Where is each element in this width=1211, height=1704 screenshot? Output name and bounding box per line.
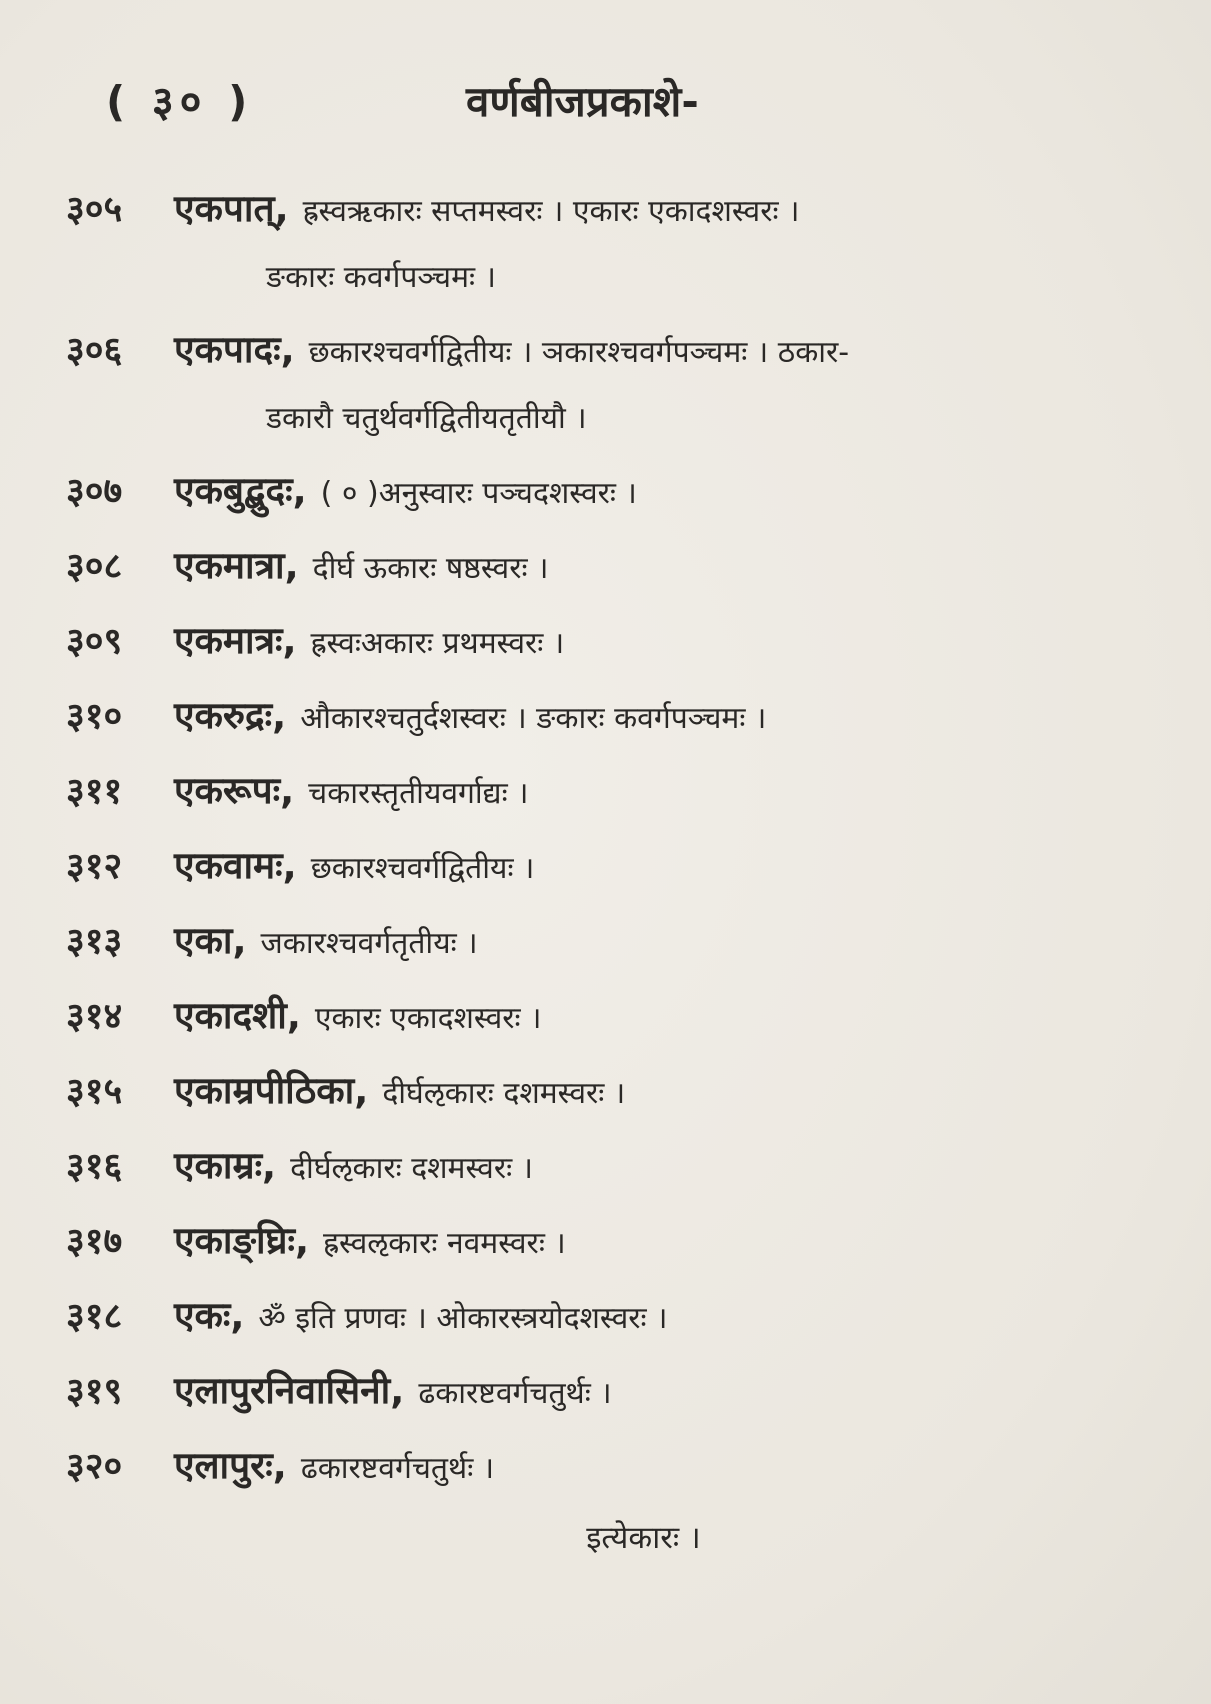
entry-number: ३०७	[66, 471, 123, 512]
page-header	[66, 62, 1151, 142]
running-title: वर्णबीजप्रकाशे-	[466, 77, 699, 126]
entry-definition: ह्रस्वऌकारः नवमस्वरः ।	[323, 1226, 566, 1261]
page-number: ( ३० )	[106, 77, 254, 126]
dictionary-entry	[66, 1066, 1151, 1119]
entry-definition: छकारश्चवर्गद्वितीयः ।	[310, 851, 535, 886]
entry-number: ३१३	[66, 921, 123, 962]
dictionary-entry	[66, 1441, 1151, 1494]
entry-definition: ढकारष्टवर्गचतुर्थः ।	[418, 1376, 612, 1411]
entry-headword: एकादशी,	[174, 994, 301, 1037]
entry-headword: एलापुरः,	[174, 1444, 287, 1487]
entry-number: ३०६	[66, 330, 123, 371]
entry-number: ३१७	[66, 1221, 123, 1262]
entry-definition: औकारश्चतुर्दशस्वरः । ङकारः कवर्गपञ्चमः ।	[300, 701, 767, 736]
dictionary-entry	[66, 691, 1151, 744]
entry-number: ३२०	[66, 1446, 123, 1487]
entry-number: ३०५	[66, 189, 123, 230]
entry-headword: एकपात्,	[174, 187, 289, 230]
entry-definition: दीर्घ ऊकारः षष्ठस्वरः ।	[312, 551, 549, 586]
entry-number: ३११	[66, 771, 123, 812]
dictionary-entry	[66, 184, 1151, 303]
entry-headword: एकरुद्रः,	[174, 694, 287, 737]
dictionary-entry	[66, 1141, 1151, 1194]
dictionary-entries	[66, 184, 1151, 1494]
entry-definition-continued: डकारौ चतुर्थवर्गद्वितीयतृतीयौ ।	[266, 401, 587, 436]
dictionary-entry	[66, 916, 1151, 969]
dictionary-entry	[66, 466, 1151, 519]
entry-headword: एकबुद्बुदः,	[174, 469, 307, 512]
entry-number: ३१५	[66, 1071, 123, 1112]
entry-headword: एका,	[174, 919, 247, 962]
entry-definition-continued: ङकारः कवर्गपञ्चमः ।	[266, 260, 497, 295]
entry-headword: एकाङ्घ्रिः,	[174, 1219, 310, 1262]
section-colophon: इत्येकारः ।	[586, 1520, 701, 1556]
entry-headword: एकरूपः,	[174, 769, 295, 812]
dictionary-entry	[66, 1216, 1151, 1269]
entry-number: ३०९	[66, 621, 123, 662]
entry-headword: एलापुरनिवासिनी,	[174, 1369, 405, 1412]
dictionary-entry	[66, 766, 1151, 819]
entry-headword: एकाम्रः,	[174, 1144, 277, 1187]
entry-definition: दीर्घऌकारः दशमस्वरः ।	[382, 1076, 626, 1111]
entry-number: ३१६	[66, 1146, 123, 1187]
dictionary-entry	[66, 325, 1151, 444]
entry-definition: चकारस्तृतीयवर्गाद्यः ।	[308, 776, 529, 811]
dictionary-entry	[66, 616, 1151, 669]
entry-headword: एकाम्रपीठिका,	[174, 1069, 369, 1112]
entry-definition: ( ० )अनुस्वारः पञ्चदशस्वरः ।	[320, 476, 637, 511]
entry-number: ३१८	[66, 1296, 123, 1337]
entry-headword: एकवामः,	[174, 844, 297, 887]
dictionary-entry	[66, 1366, 1151, 1419]
entry-definition: ह्रस्वःअकारः प्रथमस्वरः ।	[310, 626, 565, 661]
dictionary-entry	[66, 841, 1151, 894]
entry-definition: दीर्घऌकारः दशमस्वरः ।	[290, 1151, 534, 1186]
dictionary-entry	[66, 541, 1151, 594]
entry-headword: एकः,	[174, 1294, 245, 1337]
entry-number: ३१२	[66, 846, 123, 887]
entry-definition: ॐ इति प्रणवः । ओकारस्त्रयोदशस्वरः ।	[258, 1301, 668, 1336]
entry-number: ३१०	[66, 696, 123, 737]
entry-headword: एकमात्रः,	[174, 619, 297, 662]
entry-number: ३१४	[66, 996, 123, 1037]
entry-definition: ढकारष्टवर्गचतुर्थः ।	[300, 1451, 495, 1486]
dictionary-entry	[66, 991, 1151, 1044]
dictionary-entry	[66, 1291, 1151, 1344]
entry-headword: एकमात्रा,	[174, 544, 299, 587]
entry-definition: जकारश्चवर्गतृतीयः ।	[260, 926, 478, 961]
entry-headword: एकपादः,	[174, 328, 295, 371]
entry-definition: एकारः एकादशस्वरः ।	[314, 1001, 542, 1036]
entry-definition: ह्रस्वऋकारः सप्तमस्वरः । एकारः एकादशस्वरः ।	[302, 194, 800, 229]
entry-number: ३०८	[66, 546, 123, 587]
entry-definition: छकारश्चवर्गद्वितीयः । ञकारश्चवर्गपञ्चमः । ठकार-	[308, 335, 850, 370]
entry-number: ३१९	[66, 1371, 123, 1412]
